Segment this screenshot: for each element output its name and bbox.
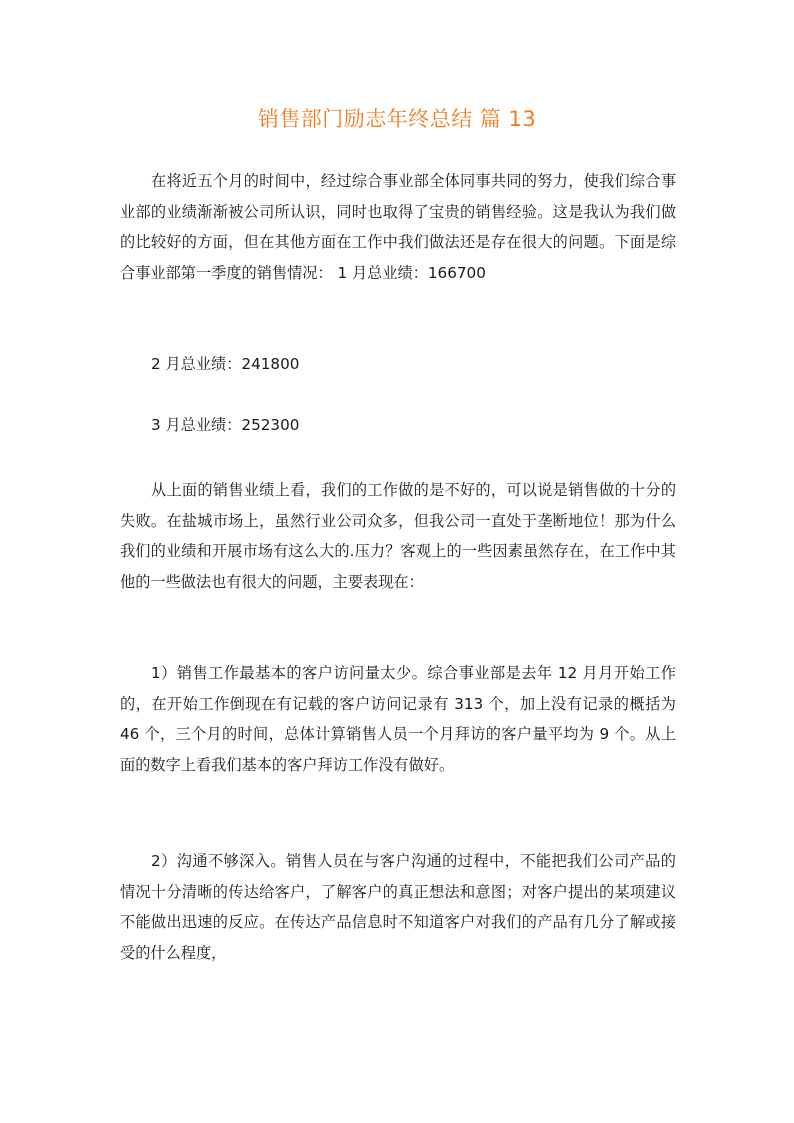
paragraph-issue-1: 1）销售工作最基本的客户访问量太少。综合事业部是去年 12 月月开始工作的，在开始工作倒现在有记载的客户访问记录有 313 个，加上没有记录的概括为 46 个，三个月的时间，总体计算销售人员一个月拜访的客户量平均为 9 个。从上面的数字上看我们基本的客户拜访工作没有做好。 [120,664,676,774]
paragraph-intro-sales: 在将近五个月的时间中，经过综合事业部全体同事共同的努力，使我们综合事业部的业绩渐渐被公司所认识，同时也取得了宝贵的销售经验。这是我认为我们做的比较好的方面，但在其他方面在工作中我们做法还是存在很大的问题。下面是综合事业部第一季度的销售情况： 1 月总业绩：166700 [120,172,676,282]
paragraph-analysis: 从上面的销售业绩上看，我们的工作做的是不好的，可以说是销售做的十分的失败。在盐城市场上，虽然行业公司众多，但我公司一直处于垄断地位！那为什么我们的业绩和开展市场有这么大的.压力？客观上的一些因素虽然存在，在工作中其他的一些做法也有很大的问题，主要表现在： [120,481,676,591]
paragraph-issue-2: 2）沟通不够深入。销售人员在与客户沟通的过程中，不能把我们公司产品的情况十分清晰的传达给客户，了解客户的真正想法和意图；对客户提出的某项建议不能做出迅速的反应。在传达产品信息时不知道客户对我们的产品有几分了解或接受的什么程度， [120,852,676,962]
paragraph-february-sales: 2 月总业绩：241800 [151,355,300,373]
paragraph-march-sales: 3 月总业绩：252300 [151,416,300,434]
document-title: 销售部门励志年终总结 篇 13 [257,107,537,131]
